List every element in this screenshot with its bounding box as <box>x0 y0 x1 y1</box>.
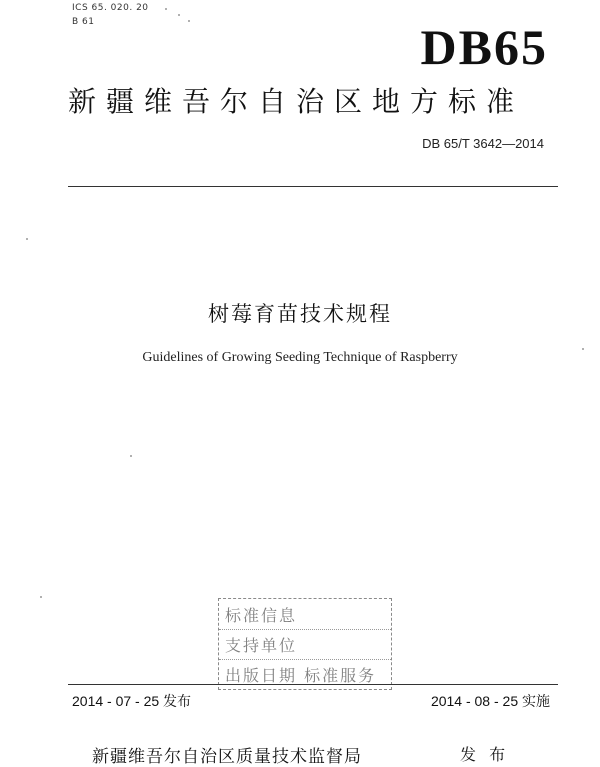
publication-stamp <box>218 598 392 690</box>
scan-speck <box>130 455 132 457</box>
standard-code: DB65 <box>420 19 548 75</box>
standard-type: 新疆维吾尔自治区地方标准 <box>68 85 525 118</box>
scan-speck <box>582 348 584 350</box>
implement-date: 2014 - 08 - 25 实施 <box>430 693 550 709</box>
scan-speck <box>40 596 42 598</box>
issued-label: 发 布 <box>460 745 510 764</box>
issue-date: 2014 - 07 - 25 发布 <box>72 693 192 709</box>
scan-speck <box>26 238 28 240</box>
standard-number: DB 65/T 3642—2014 <box>422 136 544 151</box>
scan-speck <box>178 14 180 16</box>
scan-speck <box>165 8 167 10</box>
category-code: B 61 <box>72 17 95 27</box>
title-chinese: 树莓育苗技术规程 <box>208 302 392 326</box>
stamp-divider <box>219 629 391 630</box>
dates-rule <box>68 684 558 685</box>
stamp-row: 出版日期 标准服务 <box>225 666 377 685</box>
stamp-row: 标准信息 <box>225 606 298 625</box>
scan-speck <box>188 20 190 22</box>
stamp-divider <box>219 659 391 660</box>
stamp-row: 支持单位 <box>225 636 298 655</box>
top-rule <box>68 186 558 187</box>
title-english: Guidelines of Growing Seeding Technique of Raspberry <box>142 350 458 365</box>
ics-code: ICS 65. 020. 20 <box>72 3 149 13</box>
issuing-authority: 新疆维吾尔自治区质量技术监督局 <box>92 747 362 767</box>
